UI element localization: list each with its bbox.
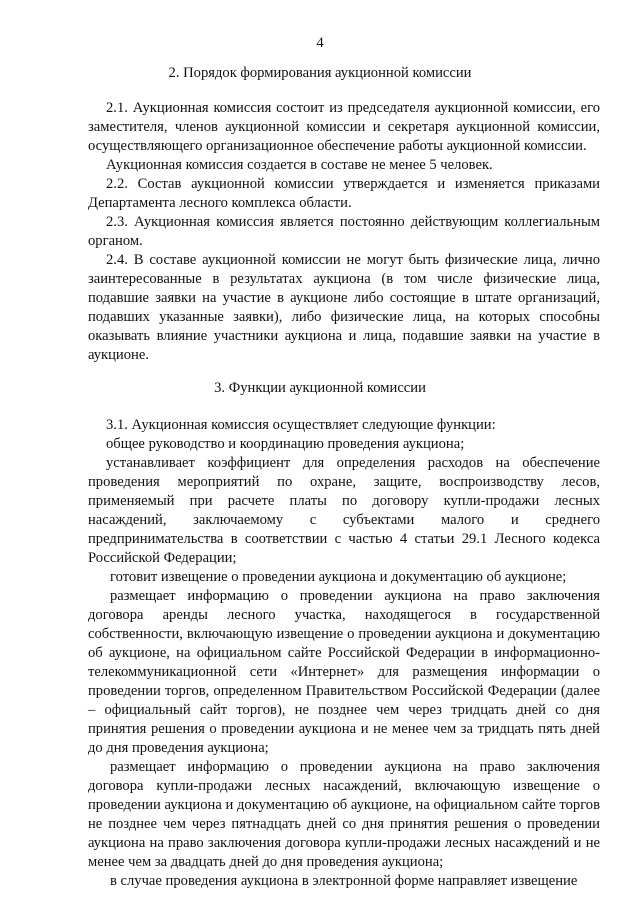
paragraph-2-4: 2.4. В составе аукционной комиссии не могут быть физические лица, лично заинтересованные в результатах аукциона (в том числе физические лица, подавшие заявки на участие в аукционе либо состоящие в штате организаций, подавших указанные заявки), либо физические лица, на которых способны оказывать влияние участники аукциона и лица, подавшие заявки на участие в аукционе. (88, 252, 600, 363)
paragraph-2-3: 2.3. Аукционная комиссия является постоянно действующим коллегиальным органом. (88, 214, 600, 249)
paragraph-2-1: 2.1. Аукционная комиссия состоит из председателя аукционной комиссии, его заместителя, членов аукционной комиссии и секретаря аукционной комиссии, осуществляющего организационное обеспечение работы аукционной комиссии. (88, 100, 600, 154)
section-2-body (88, 99, 600, 365)
function-item: общее руководство и координацию проведения аукциона; (106, 436, 465, 452)
paragraph-2-2: 2.2. Состав аукционной комиссии утверждается и изменяется приказами Департамента лесного комплекса области. (88, 176, 600, 211)
page-number: 4 (316, 35, 324, 51)
function-item: устанавливает коэффициент для определения расходов на обеспечение проведения мероприятий по охране, защите, воспроизводству лесов, применяемый при расчете платы по договору купли-продажи лесных насаждений, заключаемому с субъектами малого и среднего предпринимательства в соответствии с частью 4 статьи 29.1 Лесного кодекса Российской Федерации; (88, 455, 600, 566)
function-item: в случае проведения аукциона в электронной форме направляет извещение (110, 873, 578, 889)
function-item: готовит извещение о проведении аукциона и документацию об аукционе; (110, 569, 567, 585)
function-item: размещает информацию о проведении аукциона на право заключения договора аренды лесного участка, находящегося в государственной собственности, включающую извещение о проведении аукциона и документацию об аукционе, на официальном сайте Российской Федерации в информационно-телекоммуникационной сети «Интернет» для размещения информации о проведении торгов, определенном Правительством Российской Федерации (далее – официальный сайт торгов), не позднее чем через тридцать дней со дня принятия решения о проведении аукциона и не менее чем за тридцать пять дней до дня проведения аукциона; (88, 588, 600, 756)
function-item: размещает информацию о проведении аукциона на право заключения договора купли-продажи лесных насаждений, включающую извещение о проведении аукциона и документацию об аукционе, на официальном сайте торгов не позднее чем через пятнадцать дней со дня принятия решения о проведении аукциона на право заключения договора купли-продажи лесных насаждений и не менее чем за двадцать дней до дня проведения аукциона; (88, 759, 600, 870)
section-3-body (88, 416, 600, 891)
section-3-heading: 3. Функции аукционной комиссии (214, 380, 426, 396)
section-2-heading: 2. Порядок формирования аукционной комиссии (168, 65, 472, 81)
paragraph-2-1-count: Аукционная комиссия создается в составе не менее 5 человек. (106, 157, 493, 173)
paragraph-3-1: 3.1. Аукционная комиссия осуществляет следующие функции: (106, 417, 496, 433)
